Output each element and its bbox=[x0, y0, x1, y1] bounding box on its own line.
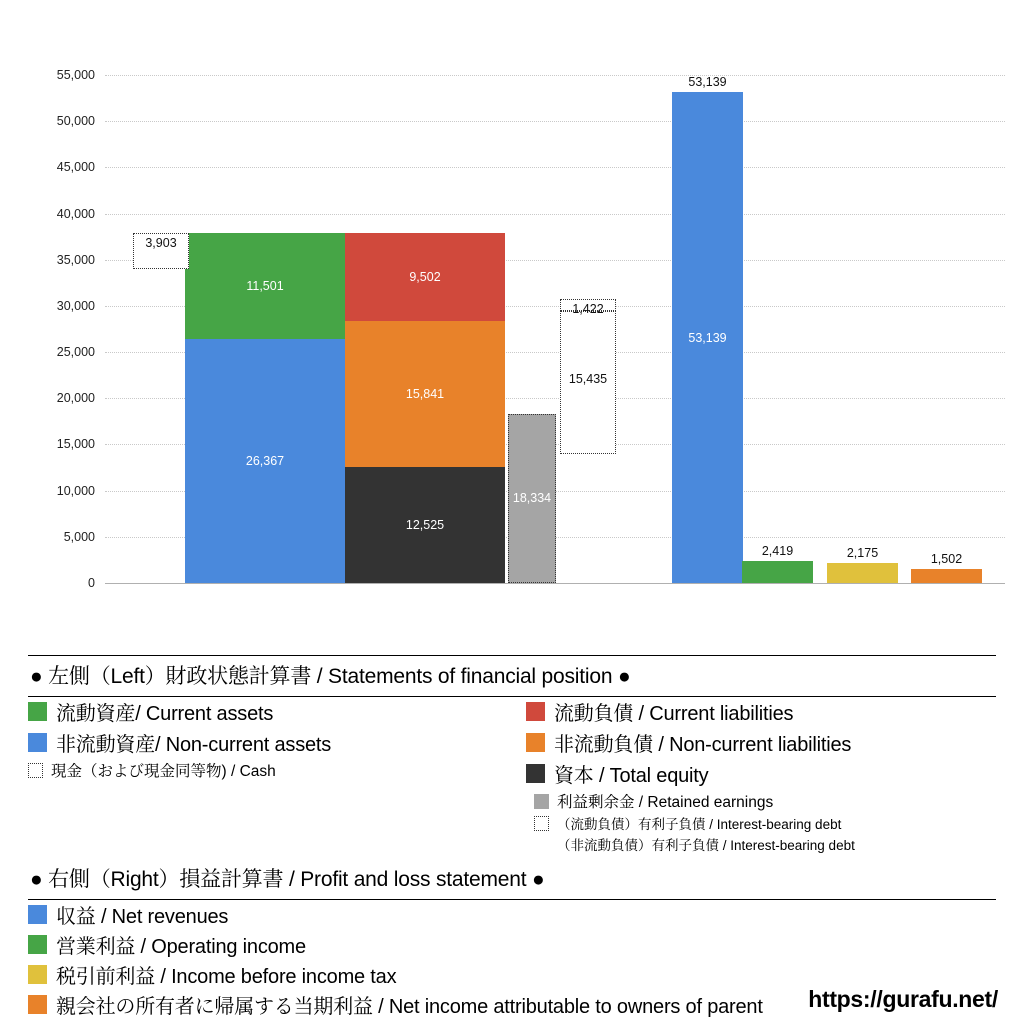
bar-segment bbox=[672, 92, 743, 583]
y-axis-tick-label: 35,000 bbox=[56, 252, 95, 267]
y-axis-tick-label: 0 bbox=[88, 576, 95, 590]
legend-label: 営業利益 / Operating income bbox=[56, 936, 306, 958]
legend-item-current-liabilities bbox=[526, 697, 996, 726]
pl-section-title: ● 右側（Right）損益計算書 / Profit and loss statement ● bbox=[30, 868, 545, 891]
bar-segment bbox=[345, 467, 505, 583]
bar-segment bbox=[345, 233, 505, 321]
color-swatch bbox=[28, 733, 47, 752]
legend-item-non-current-liabilities bbox=[526, 728, 996, 757]
site-url: https://gurafu.net/ bbox=[808, 986, 998, 1012]
color-swatch bbox=[526, 702, 545, 721]
legend-label: 資本 / Total equity bbox=[554, 765, 709, 787]
bar-net-income-owners-parent bbox=[911, 75, 982, 583]
bs-legend-left bbox=[28, 697, 526, 855]
bar-segment bbox=[345, 321, 505, 467]
segment-value-label: 9,502 bbox=[409, 270, 441, 285]
cash-box bbox=[133, 233, 189, 269]
legend-item-cash bbox=[28, 759, 526, 781]
legend-item-non-current-interest-bearing-debt bbox=[526, 834, 996, 854]
legend-item-net-revenues bbox=[28, 900, 996, 929]
color-swatch bbox=[526, 733, 545, 752]
legend-item-current-assets bbox=[28, 697, 526, 726]
legend-item-income-before-tax bbox=[28, 960, 996, 989]
bar-retained-earnings bbox=[508, 75, 556, 583]
y-axis-tick-label: 30,000 bbox=[56, 298, 95, 313]
color-swatch bbox=[28, 935, 47, 954]
legend-label: 流動資産/ Current assets bbox=[56, 703, 274, 725]
bs-legend-right bbox=[526, 697, 996, 855]
annotation-value-label: 15,435 bbox=[568, 372, 608, 387]
dotted-swatch-icon bbox=[28, 763, 43, 778]
bs-section-title: ● 左側（Left）財政状態計算書 / Statements of financial position ● bbox=[30, 665, 631, 688]
current-interest-bearing-debt-box bbox=[560, 299, 616, 316]
segment-value-label: 53,139 bbox=[688, 330, 727, 345]
gridline bbox=[105, 583, 1005, 584]
segment-value-label: 26,367 bbox=[245, 454, 285, 469]
y-axis-tick-label: 50,000 bbox=[56, 114, 95, 129]
bar-operating-income bbox=[742, 75, 813, 583]
color-swatch bbox=[526, 764, 545, 783]
legend-item-retained-earnings bbox=[526, 790, 996, 812]
segment-value-label: 12,525 bbox=[405, 518, 445, 533]
legend-label: （流動負債）有利子負債 / Interest-bearing debt bbox=[557, 817, 842, 832]
color-swatch bbox=[28, 905, 47, 924]
bs-legend-columns bbox=[28, 697, 996, 855]
bar-top-value-label: 1,502 bbox=[930, 552, 963, 567]
bar-top-value-label: 2,175 bbox=[846, 545, 879, 560]
legend-label: 利益剰余金 / Retained earnings bbox=[557, 794, 774, 811]
bar-top-value-label: 2,419 bbox=[761, 543, 794, 558]
bar-segment bbox=[185, 233, 345, 339]
legend-item-operating-income bbox=[28, 930, 996, 959]
y-axis-tick-label: 5,000 bbox=[63, 529, 95, 544]
legend-label: （非流動負債）有利子負債 / Interest-bearing debt bbox=[557, 838, 855, 853]
y-axis-tick-label: 55,000 bbox=[56, 68, 95, 82]
legend-label: 流動負債 / Current liabilities bbox=[554, 703, 794, 725]
y-axis-tick-label: 25,000 bbox=[56, 345, 95, 360]
plot-region bbox=[56, 68, 1005, 590]
bar-segment bbox=[827, 563, 898, 583]
y-axis-tick-label: 45,000 bbox=[56, 160, 95, 175]
bar-income-before-tax bbox=[827, 75, 898, 583]
legend-item-current-interest-bearing-debt bbox=[526, 813, 996, 833]
bar-liabilities-and-equity bbox=[345, 75, 505, 583]
annotation-value-label: 1,422 bbox=[572, 301, 604, 316]
y-axis-tick-label: 40,000 bbox=[56, 206, 95, 221]
bar-segment bbox=[508, 414, 556, 583]
segment-value-label: 18,334 bbox=[512, 491, 552, 506]
legend-label: 収益 / Net revenues bbox=[56, 906, 229, 928]
legend-label: 非流動資産/ Non-current assets bbox=[56, 734, 332, 756]
y-axis-tick-label: 20,000 bbox=[56, 391, 95, 406]
dotted-swatch-icon bbox=[534, 816, 549, 831]
bar-segment bbox=[185, 339, 345, 583]
y-axis-tick-label: 15,000 bbox=[56, 437, 95, 452]
legend-item-total-equity bbox=[526, 759, 996, 788]
segment-value-label: 11,501 bbox=[246, 279, 284, 294]
bar-net-revenues bbox=[672, 75, 743, 583]
legend-label: 現金（および現金同等物) / Cash bbox=[51, 763, 276, 780]
annotation-value-label: 3,903 bbox=[145, 235, 177, 250]
legend-label: 税引前利益 / Income before income tax bbox=[56, 966, 397, 988]
bar-segment bbox=[911, 569, 982, 583]
bar-top-value-label: 53,139 bbox=[688, 75, 727, 90]
bar-assets bbox=[185, 75, 345, 583]
color-swatch bbox=[28, 995, 47, 1014]
color-swatch bbox=[534, 794, 549, 809]
color-swatch bbox=[28, 702, 47, 721]
legend-area bbox=[28, 655, 996, 1020]
y-axis-tick-label: 10,000 bbox=[56, 483, 95, 498]
legend-label: 親会社の所有者に帰属する当期利益 / Net income attributable to owners of parent bbox=[56, 996, 763, 1018]
bar-segment bbox=[742, 561, 813, 583]
legend-label: 非流動負債 / Non-current liabilities bbox=[554, 734, 852, 756]
non-current-interest-bearing-debt-box bbox=[560, 311, 616, 453]
segment-value-label: 15,841 bbox=[405, 387, 445, 402]
legend-item-non-current-assets bbox=[28, 728, 526, 757]
color-swatch bbox=[28, 965, 47, 984]
